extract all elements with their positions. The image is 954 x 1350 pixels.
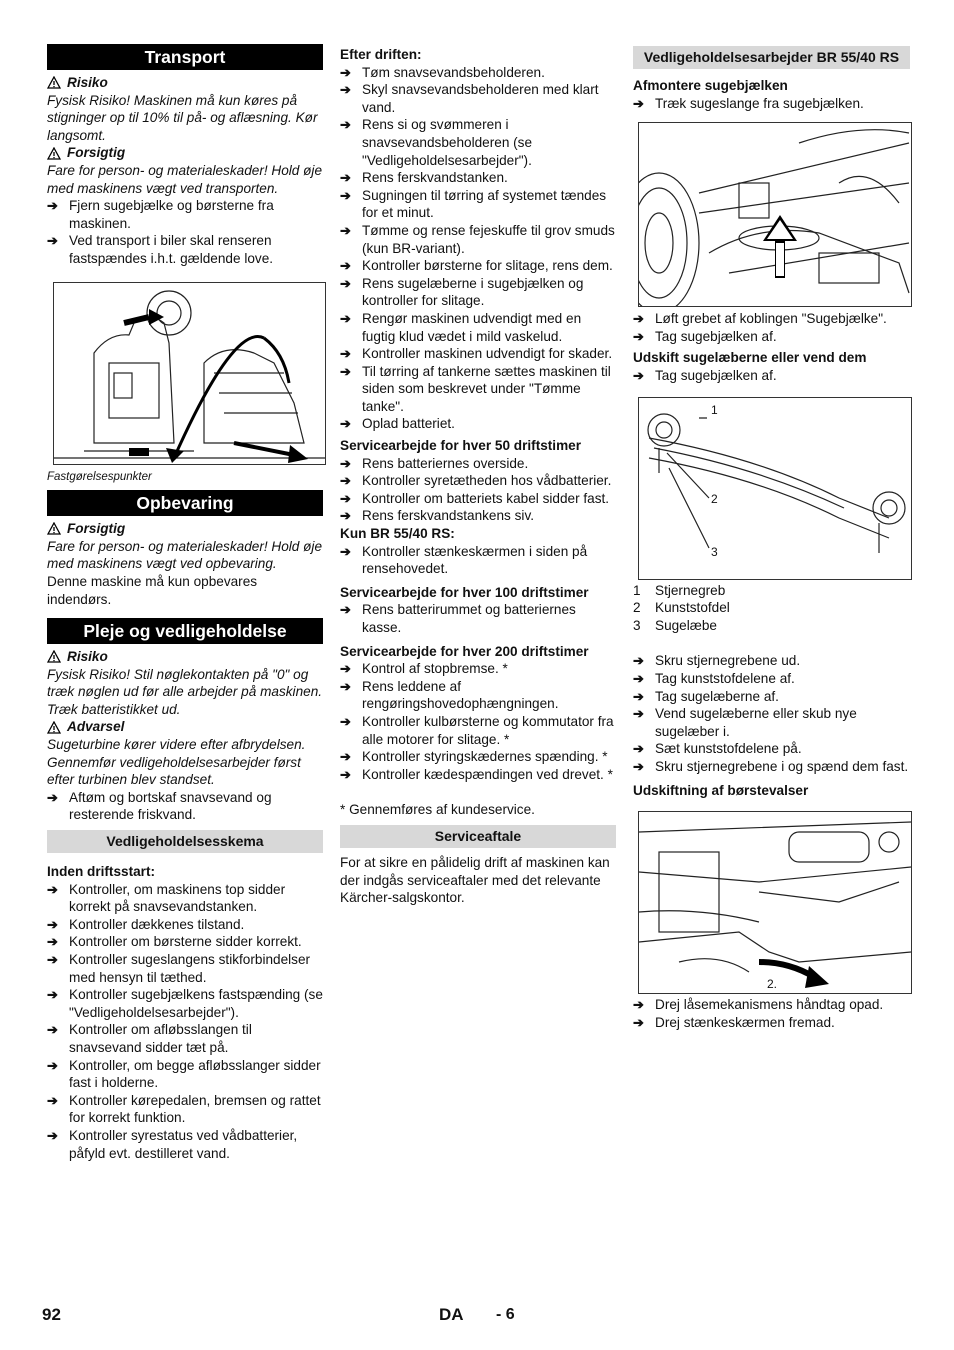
risiko-text: Fysisk Risiko! Stil nøglekontakten på "0" og træk nøglen ud før alle arbejder på maskinen. Træk batteristikket ud. [47, 666, 323, 717]
list-item: ➔ Drej låsemekanismens håndtag opad. [633, 996, 910, 1014]
borste-steps [633, 996, 910, 1031]
efter-steps [340, 64, 616, 433]
list-item: ➔ Fjern sugebjælke og børsterne fra maskinen. [47, 197, 323, 232]
list-item: ➔ Kontroller sugeslangens stikforbindelser med hensyn til tæthed. [47, 951, 323, 986]
column-right [633, 44, 910, 1031]
borste-heading: Udskiftning af børstevalser [633, 782, 809, 798]
risiko-label: Risiko [67, 75, 108, 90]
transport-figure [53, 282, 326, 465]
afmontere-steps-1 [633, 95, 910, 113]
callout-1: 1 [711, 402, 718, 417]
warning-triangle-icon [47, 721, 61, 734]
brush-cover-illustration [639, 812, 911, 993]
list-item: ➔ Kontroller kulbørsterne og kommutator fra alle motorer for slitage. * [340, 713, 616, 748]
list-item: ➔ Tag sugebjælken af. [633, 367, 910, 385]
list-item: ➔ Sæt kunststofdelene på. [633, 740, 910, 758]
list-item: ➔ Kontroller, om maskinens top sidder korrekt på snavsevandstanken. [47, 881, 323, 916]
inden-steps [47, 881, 323, 1163]
forsigtig-label: Forsigtig [67, 145, 126, 161]
column-middle [340, 44, 616, 907]
warning-triangle-icon [47, 76, 61, 89]
list-item: ➔ Kontroller kædespændingen ved drevet. * [340, 766, 616, 784]
serviceaftale-heading: Serviceaftale [340, 825, 616, 848]
afmontere-steps-2 [633, 310, 910, 345]
opbevaring-text: Denne maskine må kun opbevares indendørs. [47, 573, 258, 607]
language-code: DA [439, 1305, 464, 1324]
s50-heading: Servicearbejde for hver 50 driftstimer [340, 438, 582, 454]
list-item: ➔ Rens ferskvandstanken. [340, 169, 616, 187]
list-item: ➔ Kontroller om børsterne sidder korrekt. [47, 933, 323, 951]
list-item: ➔ Aftøm og bortskaf snavsevand og resterende friskvand. [47, 789, 323, 824]
warning-triangle-icon [47, 650, 61, 663]
list-item: ➔ Rens sugelæberne i sugebjælken og kontroller for slitage. [340, 275, 616, 310]
udskift-steps-2 [633, 652, 910, 775]
callout-3: 3 [711, 544, 718, 559]
list-item: ➔ Tag sugelæberne af. [633, 688, 910, 706]
forsigtig-text: Fare for person- og materialeskader! Hold øje med maskinens vægt ved opbevaring. [47, 538, 323, 572]
list-item: ➔ Tag kunststofdelene af. [633, 670, 910, 688]
section-number: - 6 [496, 1306, 515, 1323]
list-item: ➔ Kontroller sugebjælkens fastspænding (se "Vedligeholdelsesarbejder"). [47, 986, 323, 1021]
borste-figure [638, 811, 912, 994]
risiko-text: Fysisk Risiko! Maskinen må kun køres på stigninger op til 10% til på- og aflæsning. Kør langsomt. [47, 92, 318, 143]
opbevaring-heading: Opbevaring [47, 490, 323, 516]
forsigtig-label: Forsigtig [67, 521, 126, 537]
step-label: 2. [767, 977, 778, 992]
list-item: ➔ Kontroller dækkenes tilstand. [47, 916, 323, 934]
list-item: ➔ Rens ferskvandstankens siv. [340, 507, 616, 525]
list-item: ➔ Kontroller syretætheden hos vådbatterier. [340, 472, 616, 490]
squeegee-illustration [639, 398, 911, 579]
coupling-illustration [639, 123, 911, 306]
column-left [47, 44, 323, 1162]
list-item: ➔ Rens leddene af rengøringshovedophængningen. [340, 678, 616, 713]
callout-2: 2 [711, 491, 718, 506]
afmontere-heading: Afmontere sugebjælken [633, 78, 788, 93]
risiko-label: Risiko [67, 649, 108, 665]
list-item: ➔ Oplad batteriet. [340, 415, 616, 433]
list-item: ➔ Drej stænkeskærmen fremad. [633, 1014, 910, 1032]
list-item: ➔ Sugningen til tørring af systemet tændes for et minut. [340, 187, 616, 222]
risiko-warning-1 [47, 74, 323, 92]
s200-heading: Servicearbejde for hver 200 driftstimer [340, 643, 589, 659]
s200-steps [340, 660, 616, 783]
vedligehold-heading: Vedligeholdelsesarbejder BR 55/40 RS [633, 46, 910, 69]
list-item: ➔ Rengør maskinen udvendigt med en fugtig klud vædet i mild vaskelud. [340, 310, 616, 345]
legend-item: 2 Kunststofdel [633, 600, 730, 616]
list-item: ➔ Tøm snavsevandsbeholderen. [340, 64, 616, 82]
list-item: ➔ Vend sugelæberne eller skub nye sugelæber i. [633, 705, 910, 740]
list-item: ➔ Tag sugebjælken af. [633, 328, 910, 346]
list-item: ➔ Kontroller om batteriets kabel sidder fast. [340, 490, 616, 508]
advarsel-label: Advarsel [67, 719, 125, 735]
pleje-steps [47, 789, 323, 824]
kun-heading: Kun BR 55/40 RS: [340, 526, 455, 542]
list-item: ➔ Kontroller maskinen udvendigt for skader. [340, 345, 616, 363]
sugebjaelke-figure [638, 122, 912, 307]
list-item: ➔ Rens si og svømmeren i snavsevandsbeholderen (se "Vedligeholdelsesarbejder"). [340, 116, 616, 169]
list-item: ➔ Rens batterirummet og batteriernes kasse. [340, 601, 616, 636]
efter-heading: Efter driften: [340, 47, 422, 62]
list-item: ➔ Skru stjernegrebene ud. [633, 652, 910, 670]
list-item: ➔ Rens batteriernes overside. [340, 455, 616, 473]
forsigtig-warning-2 [47, 520, 323, 538]
list-item: ➔ Kontroller, om begge afløbsslanger sidder fast i holderne. [47, 1057, 323, 1092]
transport-heading: Transport [47, 44, 323, 70]
list-item: ➔ Ved transport i biler skal renseren fastspændes i.h.t. gældende love. [47, 232, 323, 267]
legend-list [633, 582, 910, 635]
kun-steps [340, 543, 616, 578]
legend-item: 3 Sugelæbe [633, 617, 717, 633]
list-item: ➔ Til tørring af tankerne sættes maskinen til siden som beskrevet under "Tømme tanke". [340, 363, 616, 416]
s100-steps [340, 601, 616, 636]
skema-heading: Vedligeholdelsesskema [47, 830, 323, 853]
advarsel-text: Sugeturbine kører videre efter afbrydelsen. Gennemfør vedligeholdelsesarbejder først efter turbinen blev standset. [47, 737, 306, 788]
risiko-warning-2 [47, 648, 323, 666]
list-item: ➔ Kontroller syrestatus ved vådbatterier, påfyld evt. destilleret vand. [47, 1127, 323, 1162]
list-item: ➔ Kontroller børsterne for slitage, rens dem. [340, 257, 616, 275]
page-number: 92 [42, 1305, 61, 1324]
warning-triangle-icon [47, 522, 61, 535]
list-item: ➔ Kontroller stænkeskærmen i siden på rensehovedet. [340, 543, 616, 578]
s100-heading: Servicearbejde for hver 100 driftstimer [340, 584, 589, 600]
sugelaebe-figure [638, 397, 912, 580]
advarsel-warning [47, 718, 323, 736]
list-item: ➔ Tømme og rense fejeskuffe til grov smuds (kun BR-variant). [340, 222, 616, 257]
list-item: ➔ Kontroller om afløbsslangen til snavsevand sidder tæt på. [47, 1021, 323, 1056]
inden-heading: Inden driftsstart: [47, 864, 155, 880]
list-item: ➔ Kontroller styringskædernes spænding. * [340, 748, 616, 766]
s50-steps [340, 455, 616, 525]
forsigtig-warning-1 [47, 144, 323, 162]
list-item: ➔ Skru stjernegrebene i og spænd dem fast. [633, 758, 910, 776]
list-item: ➔ Løft grebet af koblingen "Sugebjælke". [633, 310, 910, 328]
list-item: ➔ Træk sugeslange fra sugebjælken. [633, 95, 910, 113]
machine-illustration [54, 283, 325, 464]
pleje-heading: Pleje og vedligeholdelse [47, 618, 323, 644]
warning-triangle-icon [47, 147, 61, 160]
list-item: ➔ Kontrol af stopbremse. * [340, 660, 616, 678]
forsigtig-text: Fare for person- og materialeskader! Hold øje med maskinens vægt ved transporten. [47, 162, 323, 196]
figure-caption: Fastgørelsespunkter [47, 470, 152, 483]
transport-steps [47, 197, 323, 267]
udskift-heading: Udskift sugelæberne eller vend dem [633, 350, 867, 366]
list-item: ➔ Skyl snavsevandsbeholderen med klart vand. [340, 81, 616, 116]
list-item: ➔ Kontroller kørepedalen, bremsen og rattet for korrekt funktion. [47, 1092, 323, 1127]
serviceaftale-text: For at sikre en pålidelig drift af maskinen kan der indgås serviceaftaler med det relevante Kärcher-salgskontor. [340, 854, 610, 906]
footnote: * Gennemføres af kundeservice. [340, 802, 535, 818]
udskift-steps-1 [633, 367, 910, 385]
legend-item: 1 Stjernegreb [633, 582, 726, 598]
